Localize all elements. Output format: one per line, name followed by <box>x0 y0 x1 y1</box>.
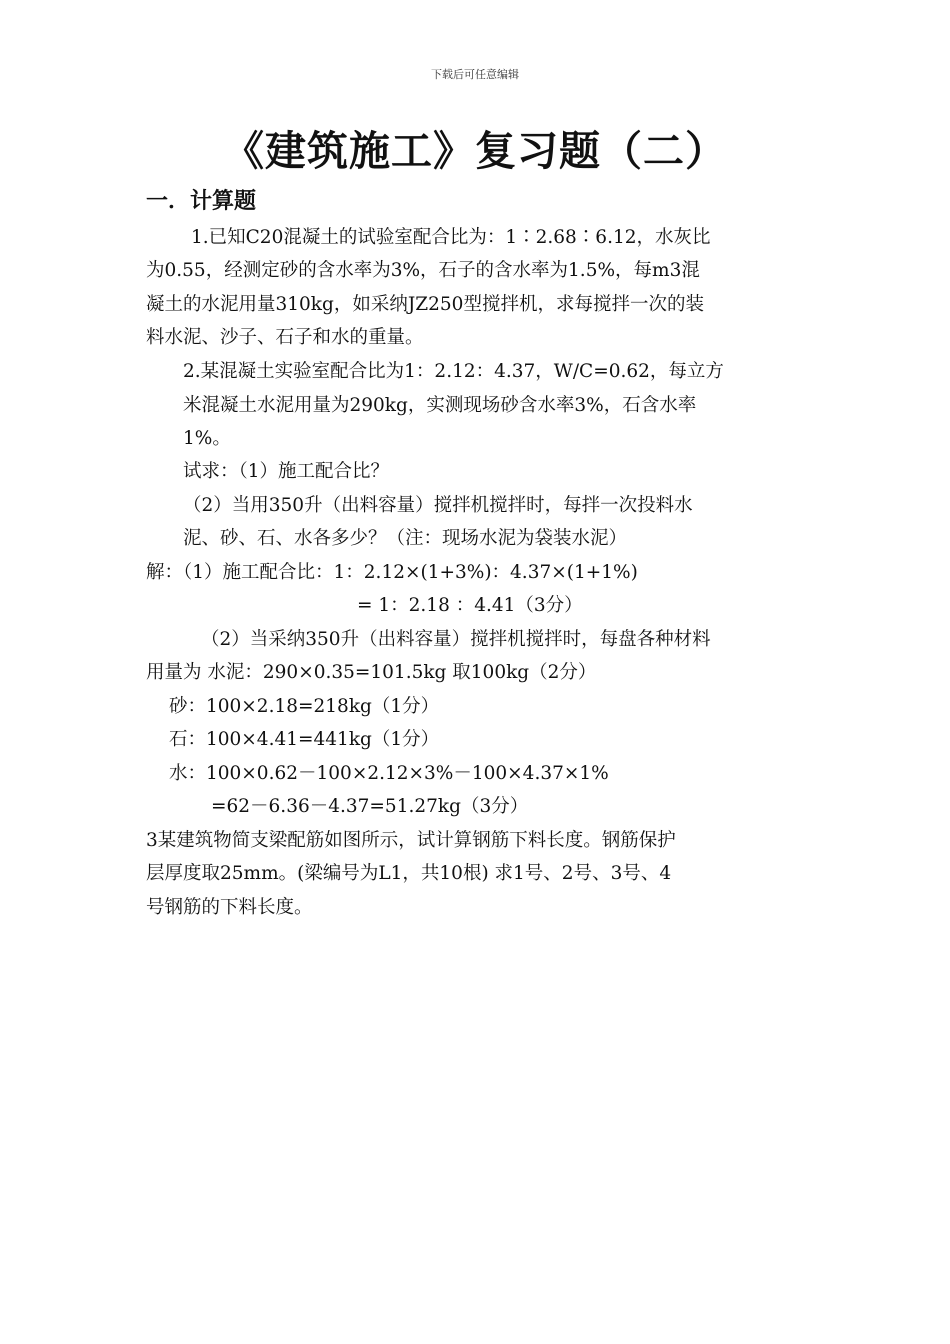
solution-stone: 石：100×4.41=441kg（1分） <box>169 729 440 750</box>
question-1-line-3: 凝土的水泥用量310kg，如采纳JZ250型搅拌机，求每搅拌一次的装 <box>146 294 704 315</box>
question-3-line-1: 3某建筑物简支梁配筋如图所示，试计算钢筋下料长度。钢筋保护 <box>146 830 676 851</box>
question-2-ask-2-line-2: 泥、砂、石、水各多少？（注：现场水泥为袋装水泥） <box>183 528 628 549</box>
solution-water-line-2: =62－6.36－4.37=51.27kg（3分） <box>211 796 529 817</box>
question-1-line-4: 料水泥、沙子、石子和水的重量。 <box>146 327 424 348</box>
solution-line-1: 解：（1）施工配合比：1：2.12×(1+3%)：4.37×(1+1%) <box>146 562 638 583</box>
solution-line-3: （2）当采纳350升（出料容量）搅拌机搅拌时，每盘各种材料 <box>201 629 711 650</box>
question-2-ask-2-line-1: （2）当用350升（出料容量）搅拌机搅拌时，每拌一次投料水 <box>183 495 693 516</box>
solution-line-2: = 1：2.18 ：4.41（3分） <box>357 595 583 616</box>
question-2-line-3: 1%。 <box>183 428 231 449</box>
solution-water-line-1: 水：100×0.62－100×2.12×3%－100×4.37×1% <box>169 763 609 784</box>
solution-line-4: 用量为 水泥：290×0.35=101.5kg 取100kg（2分） <box>146 662 597 683</box>
question-2-ask-1: 试求：（1）施工配合比？ <box>183 461 390 482</box>
question-3-line-3: 号钢筋的下料长度。 <box>146 897 313 918</box>
question-2-line-1: 2.某混凝土实验室配合比为1：2.12：4.37，W/C=0.62，每立方 <box>183 361 724 382</box>
document-title: 《建筑施工》复习题（二） <box>223 127 727 175</box>
question-1-line-1: 1.已知C20混凝土的试验室配合比为：1∶2.68∶6.12，水灰比 <box>191 227 711 248</box>
question-3-line-2: 层厚度取25mm。(梁编号为L1，共10根) 求1号、2号、3号、4 <box>146 863 672 884</box>
solution-sand: 砂：100×2.18=218kg（1分） <box>169 696 440 717</box>
header-note: 下载后可任意编辑 <box>431 68 519 81</box>
question-1-line-2: 为0.55，经测定砂的含水率为3%，石子的含水率为1.5%，每m3混 <box>146 260 700 281</box>
section-heading: 一．计算题 <box>146 189 257 214</box>
question-2-line-2: 米混凝土水泥用量为290kg，实测现场砂含水率3%，石含水率 <box>183 395 697 416</box>
